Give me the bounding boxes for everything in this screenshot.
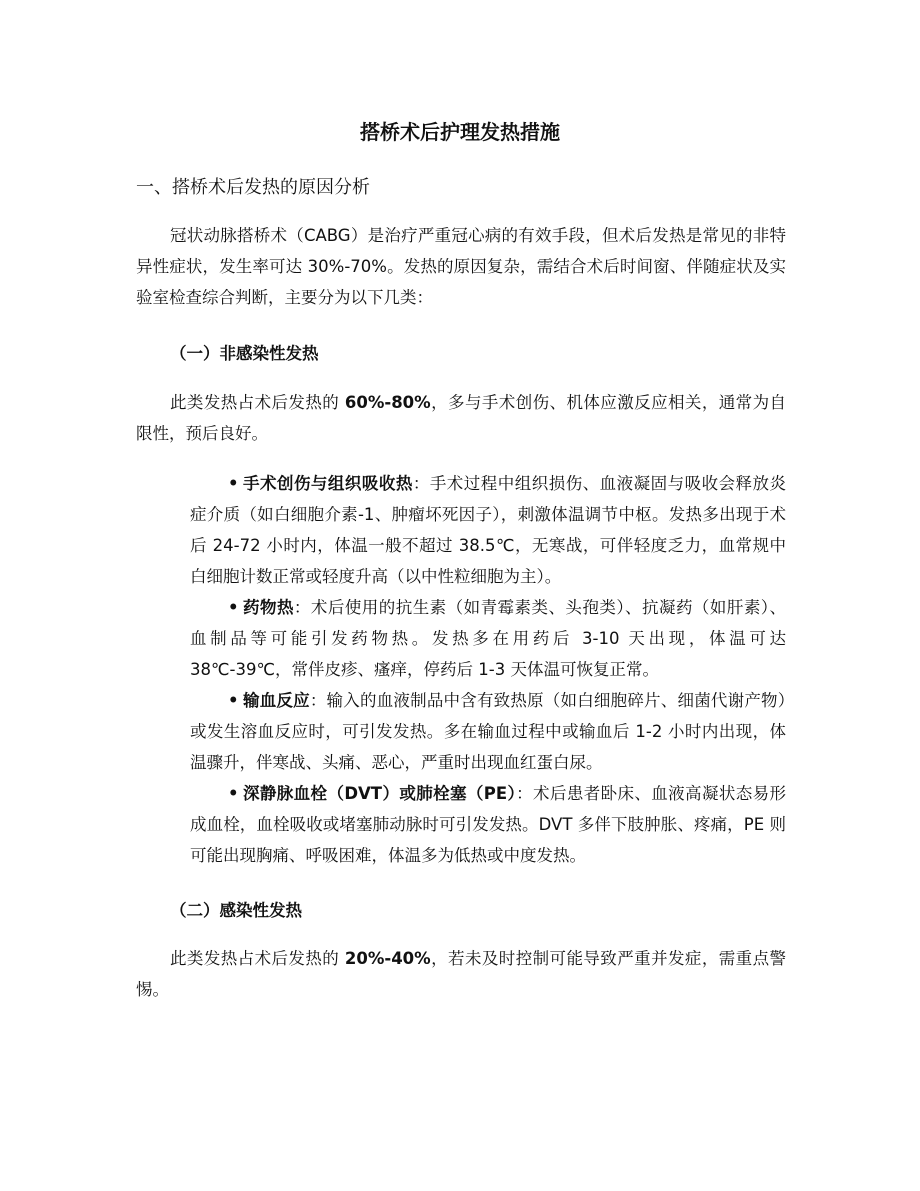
noninfectious-text-end: ，多与手术创伤、机体应激反应相关，通常为自限性，预后良好。 <box>136 393 787 443</box>
subheading-infectious: （二）感染性发热 <box>170 901 302 920</box>
subheading-noninfectious: （一）非感染性发热 <box>170 344 319 363</box>
intro-paragraph: 冠状动脉搭桥术（CABG）是治疗严重冠心病的有效手段，但术后发热是常见的非特异性症状，发生率可达 30%-70%。发热的原因复杂，需结合术后时间窗、伴随症状及实验室检查综合判断，主要分为以下几类： <box>136 226 786 307</box>
noninfectious-percentage: 60%-80% <box>344 393 431 412</box>
list-item-dvt-pe <box>190 778 786 871</box>
list-item-term: 药物热 <box>243 598 294 617</box>
section-heading-causes: 一、搭桥术后发热的原因分析 <box>136 177 370 198</box>
list-item-text: ：术后患者卧床、血液高凝状态易形成血栓，血栓吸收或堵塞肺动脉时可引发发热。DVT 多伴下肢肿胀、疼痛，PE 则可能出现胸痛、呼吸困难，体温多为低热或中度发热。 <box>190 784 787 865</box>
list-item-transfusion-reaction <box>190 685 786 778</box>
list-item-drug-fever <box>190 592 786 685</box>
list-item-text: ：术后使用的抗生素（如青霉素类、头孢类）、抗凝药（如肝素）、血制品等可能引发药物热。发热多在用药后 3-10 天出现，体温可达 38℃-39℃，常伴皮疹、瘙痒，停药后 1-3 天体温可恢复正常。 <box>190 598 786 679</box>
document-title: 搭桥术后护理发热措施 <box>360 120 560 144</box>
bullet-icon: • <box>228 784 239 803</box>
bullet-icon: • <box>228 691 239 710</box>
list-item-term: 输血反应 <box>243 691 310 710</box>
infectious-text-start: 此类发热占术后发热的 <box>170 949 345 968</box>
bullet-icon: • <box>228 474 239 493</box>
infectious-text-end: ，若未及时控制可能导致严重并发症，需重点警惕。 <box>136 949 787 999</box>
list-item-surgical-trauma <box>190 468 786 592</box>
noninfectious-text-start: 此类发热占术后发热的 <box>170 393 345 412</box>
infectious-percentage: 20%-40% <box>344 949 431 968</box>
noninfectious-paragraph <box>136 387 786 449</box>
infectious-paragraph <box>136 943 786 1005</box>
list-item-term: 手术创伤与组织吸收热 <box>243 474 413 493</box>
bullet-icon: • <box>228 598 239 617</box>
noninfectious-cause-list <box>190 468 786 871</box>
list-item-text: ：手术过程中组织损伤、血液凝固与吸收会释放炎症介质（如白细胞介素-1、肿瘤坏死因子），刺激体温调节中枢。发热多出现于术后 24-72 小时内，体温一般不超过 38.5℃，无寒战，可伴轻度乏力，血常规中白细胞计数正常或轻度升高（以中性粒细胞为主）。 <box>190 474 787 586</box>
list-item-text: ：输入的血液制品中含有致热原（如白细胞碎片、细菌代谢产物）或发生溶血反应时，可引发发热。多在输血过程中或输血后 1-2 小时内出现，体温骤升，伴寒战、头痛、恶心，严重时出现血红蛋白尿。 <box>190 691 786 772</box>
list-item-term: 深静脉血栓（DVT）或肺栓塞（PE） <box>243 784 517 803</box>
